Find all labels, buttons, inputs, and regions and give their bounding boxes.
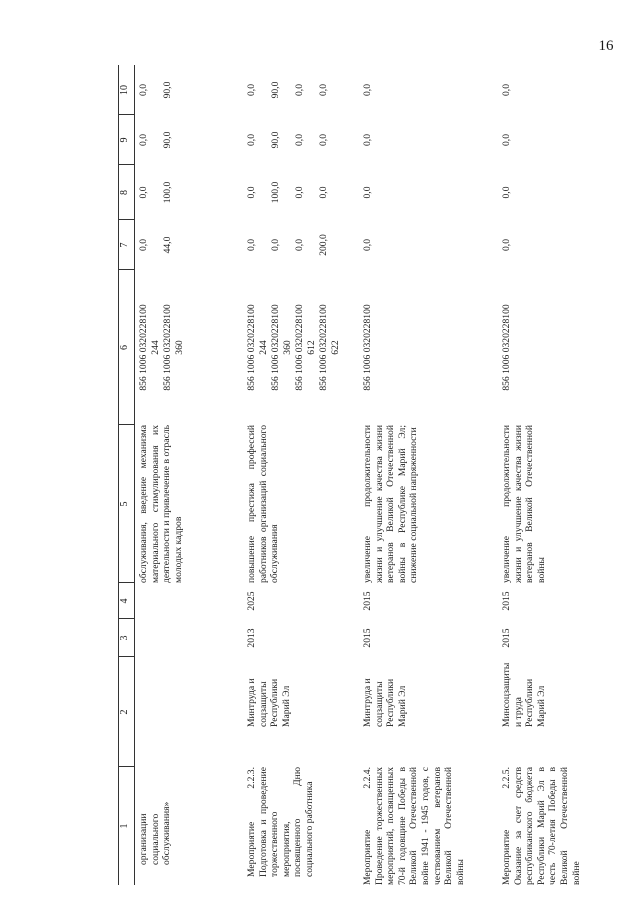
row-0-kbk-4: 360 (174, 340, 185, 355)
row-1-c9-a: 0,0 (246, 134, 257, 146)
row-2-result: увеличение продолжительности жизни и улучшение качества жизни ветеранов Великой Отечественной войны в Республике Марий Эл; снижение социальной напряженности (362, 425, 420, 583)
row-2-kbk-1: 856 1006 0320228100 (362, 304, 373, 391)
row-1-c7-c: 0,0 (294, 239, 305, 251)
row-0-kbk-1: 856 1006 0320228100 (138, 304, 149, 391)
row-1-c7-a: 0,0 (246, 239, 257, 251)
row-0-c7-b: 44,0 (162, 236, 173, 254)
row-1-c10-d: 0,0 (318, 84, 329, 96)
row-2-end-year: 2015 (362, 591, 373, 611)
row-1-kbk-2: 244 (258, 340, 269, 355)
row-0-c8-a: 0,0 (138, 186, 149, 199)
row-1-end-year: 2025 (246, 591, 257, 611)
row-0-c8-b: 100,0 (162, 181, 173, 204)
row-1-c7-b: 0,0 (270, 239, 281, 251)
row-2-c9: 0,0 (362, 134, 373, 146)
row-1-kbk-6: 612 (306, 340, 317, 355)
row-1-kbk-8: 622 (330, 340, 341, 355)
row-1-c10-c: 0,0 (294, 84, 305, 96)
row-1-c8-d: 0,0 (318, 186, 329, 199)
row-0-c7-a: 0,0 (138, 239, 149, 251)
row-3-measure: Мероприятие 2.2.5. Оказание за счет средств республиканского бюджета Республики Марий Эл в честь 70-летия Победы в Великой Отечественной войне (501, 767, 582, 885)
row-3-c7: 0,0 (501, 239, 512, 251)
row-2-c8: 0,0 (362, 186, 373, 199)
column-header-4: 4 (119, 598, 130, 604)
row-0-measure: организации социального обслуживания» (138, 801, 173, 865)
row-1-c10-b: 90,0 (270, 81, 281, 99)
row-2-start-year: 2015 (362, 628, 373, 648)
row-0-c10-a: 0,0 (138, 84, 149, 96)
column-header-7: 7 (119, 242, 130, 248)
row-1-c9-b: 90,0 (270, 131, 281, 149)
row-3-kbk-1: 856 1006 0320228100 (501, 304, 512, 391)
row-3-result: увеличение продолжительности жизни и улучшение качества жизни ветеранов Великой Отечественной войны (501, 425, 547, 583)
column-header-1: 1 (119, 823, 130, 829)
row-3-start-year: 2015 (501, 628, 512, 648)
row-1-c8-c: 0,0 (294, 186, 305, 199)
column-header-10: 10 (119, 85, 130, 95)
row-1-kbk-7: 856 1006 0320228100 (318, 304, 329, 391)
row-1-c7-d: 200,0 (318, 234, 329, 256)
column-header-6: 6 (119, 345, 130, 350)
row-1-c8-a: 0,0 (246, 186, 257, 199)
budget-table (118, 45, 628, 885)
row-1-kbk-1: 856 1006 0320228100 (246, 304, 257, 391)
row-1-kbk-3: 856 1006 0320228100 (270, 304, 281, 391)
row-1-c9-d: 0,0 (318, 134, 329, 146)
column-header-2: 2 (119, 709, 130, 715)
row-3-c9: 0,0 (501, 134, 512, 146)
row-1-result: повышение престижа профессий работников организаций социального обслуживания (246, 425, 281, 583)
row-0-c9-a: 0,0 (138, 134, 149, 146)
row-1-c10-a: 0,0 (246, 84, 257, 96)
column-header-3: 3 (119, 635, 130, 641)
row-3-executor: Минсоцзащиты и труда Республики Марий Эл (501, 662, 547, 727)
row-3-end-year: 2015 (501, 591, 512, 611)
row-0-c9-b: 90,0 (162, 131, 173, 149)
row-1-c9-c: 0,0 (294, 134, 305, 146)
row-1-start-year: 2013 (246, 628, 257, 648)
row-2-c7: 0,0 (362, 239, 373, 251)
column-header-9: 9 (119, 137, 130, 143)
row-3-c8: 0,0 (501, 186, 512, 199)
row-2-c10: 0,0 (362, 84, 373, 96)
row-0-result: обслуживания, введение механизма материального стимулирования их деятельности и привлечение в отрасль молодых кадров (138, 425, 184, 583)
row-1-c8-b: 100,0 (270, 181, 281, 204)
page-number: 16 (598, 38, 614, 54)
row-1-executor: Минтруда и соцзащиты Республики Марий Эл (246, 678, 292, 727)
row-2-measure: Мероприятие 2.2.4. Проведение торжественных мероприятий, посвященных 70-й годовщине Победы в Великой Отечественной войне 1941 - 1945 годов, с чествованием ветеранов Великой Отечественной войны (362, 767, 466, 885)
row-3-c10: 0,0 (501, 84, 512, 96)
column-header-5: 5 (119, 501, 130, 507)
row-2-executor: Минтруда и соцзащиты Республики Марий Эл (362, 678, 408, 727)
header-bottom-rule (134, 65, 135, 885)
row-1-kbk-4: 360 (282, 340, 293, 355)
row-1-measure: Мероприятие 2.2.3. Подготовка и проведение торжественного мероприятия, посвященного Дню социального работника (246, 767, 315, 877)
row-0-kbk-2: 244 (150, 340, 161, 355)
column-header-8: 8 (119, 190, 130, 195)
row-1-kbk-5: 856 1006 0320228100 (294, 304, 305, 391)
row-0-kbk-3: 856 1006 0320228100 (162, 304, 173, 391)
row-0-c10-b: 90,0 (162, 81, 173, 99)
